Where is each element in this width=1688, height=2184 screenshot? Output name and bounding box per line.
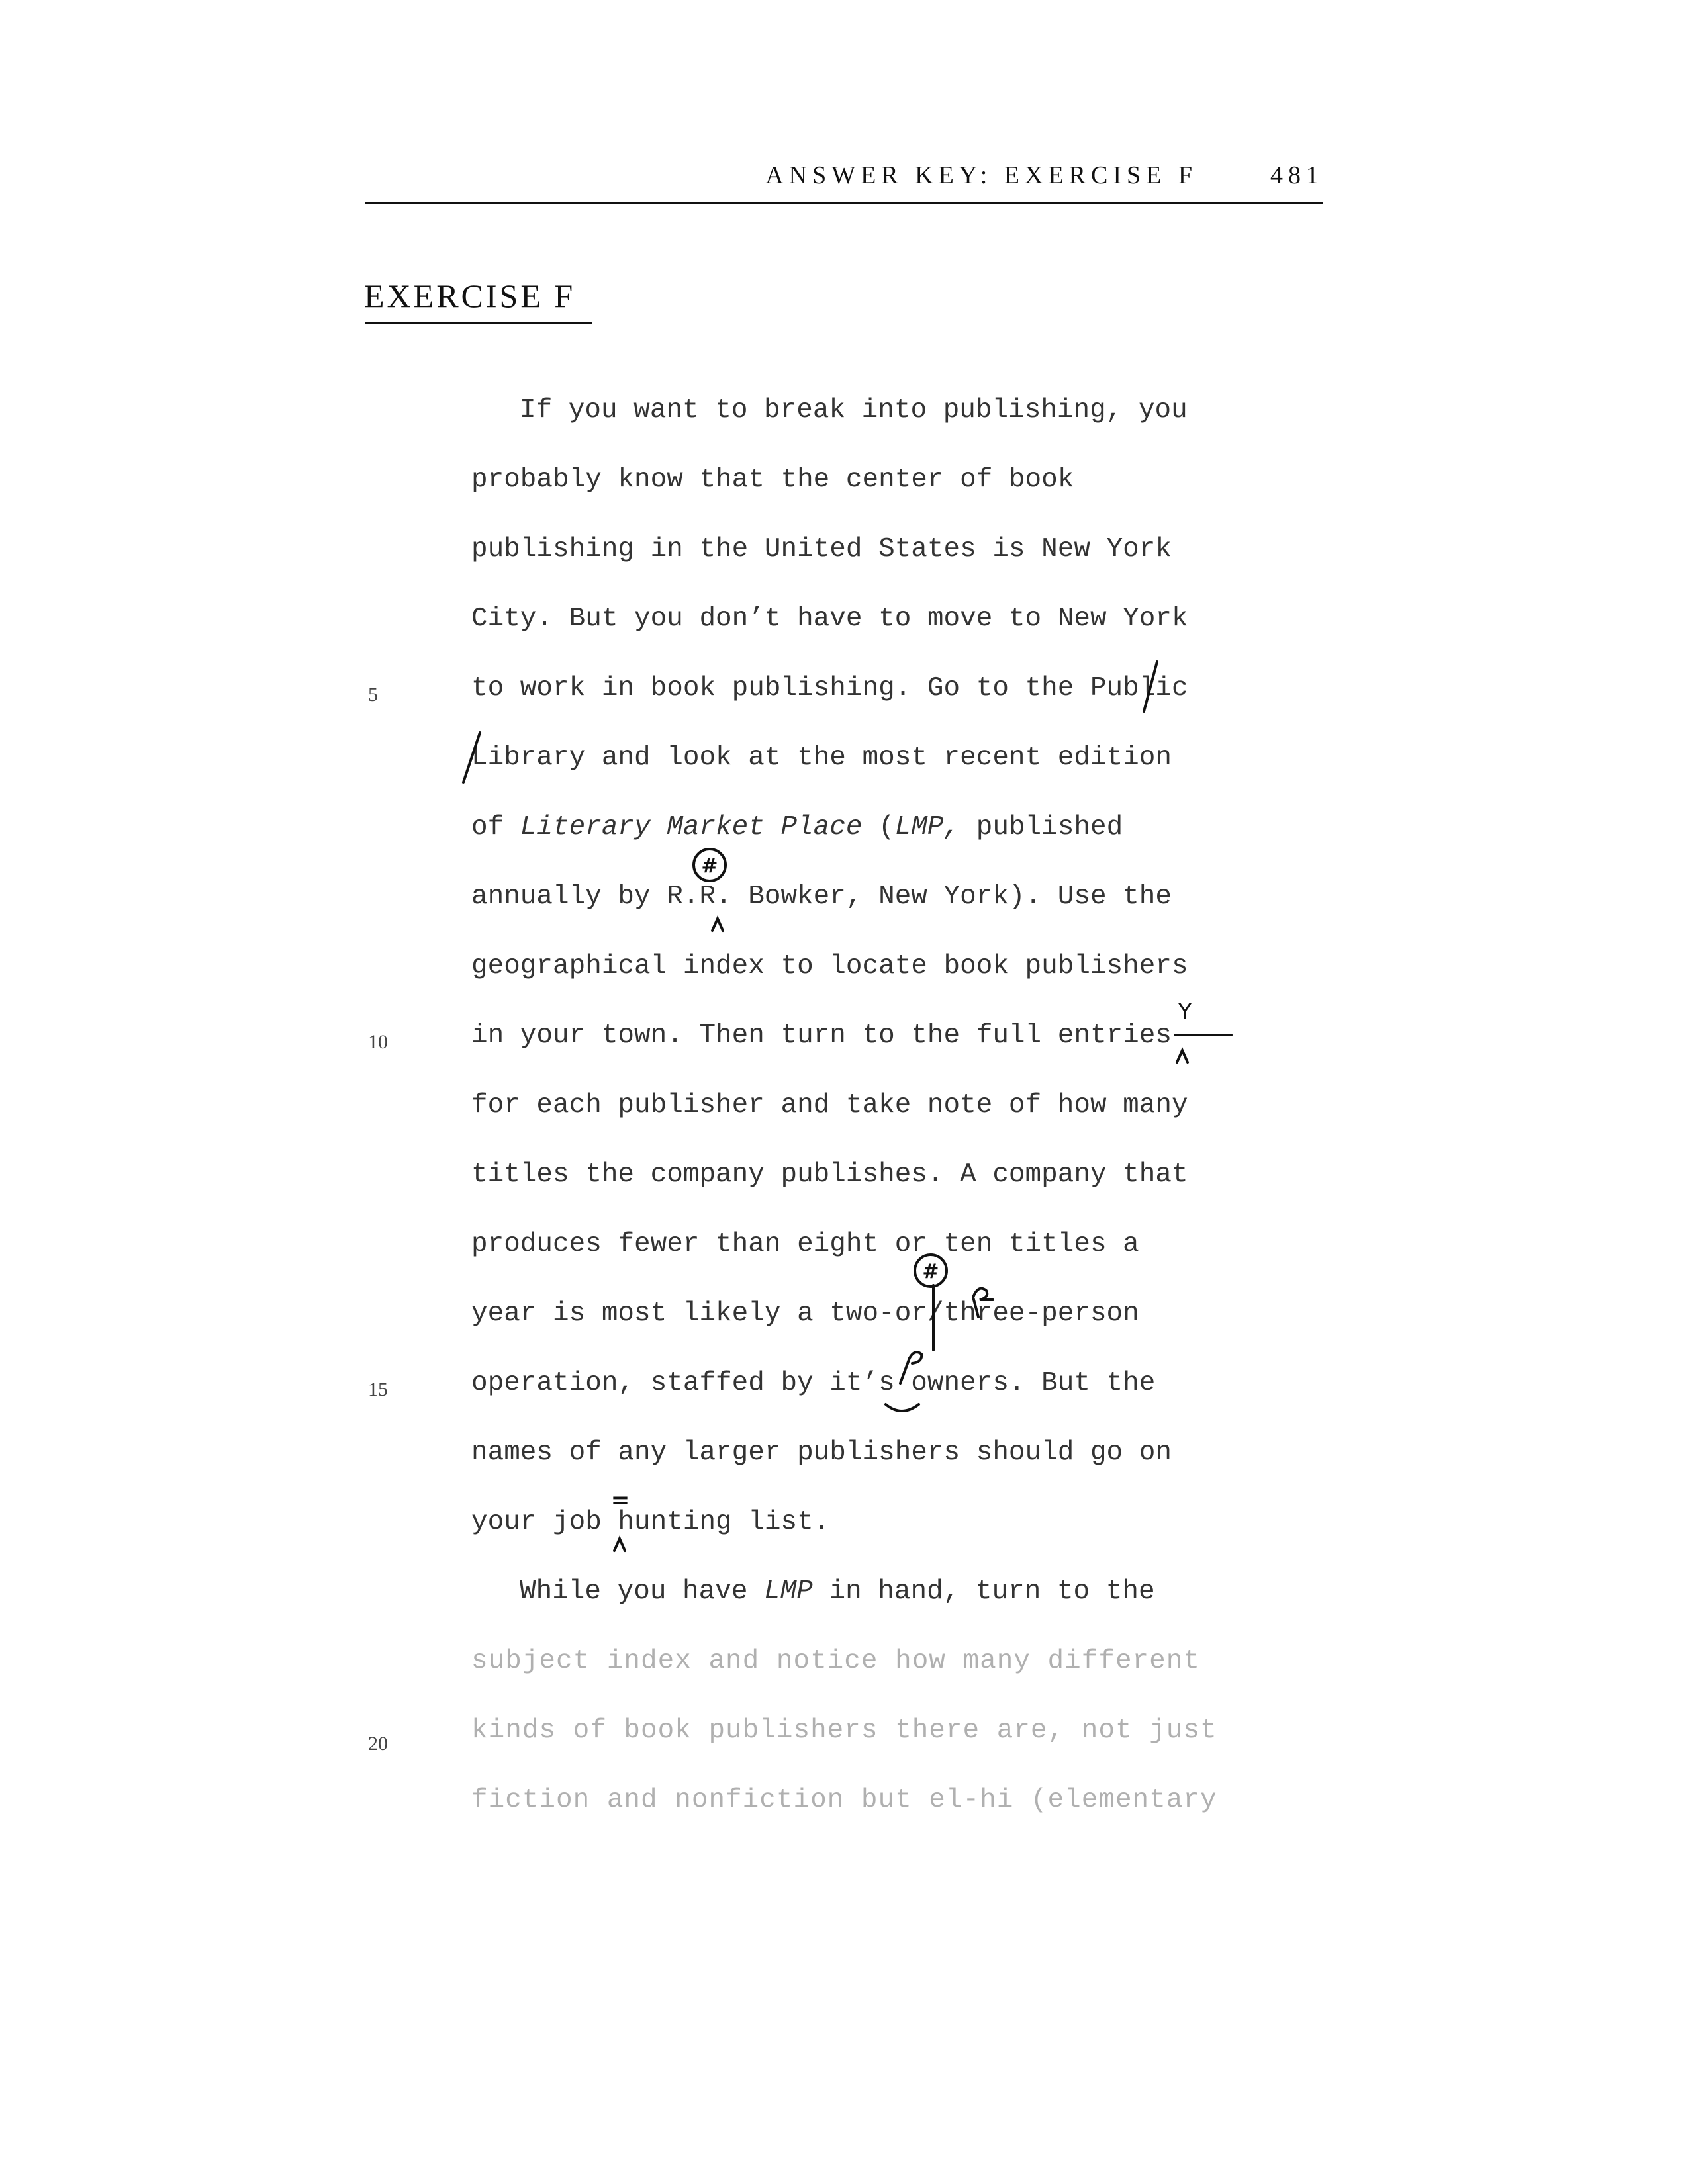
text-line-21: fiction and nonfiction but el-hi (elementary bbox=[471, 1785, 1217, 1815]
text-line-13: produces fewer than eight or ten titles a bbox=[471, 1229, 1139, 1259]
text-segment: ( bbox=[862, 812, 895, 842]
page-number: 481 bbox=[1270, 161, 1324, 189]
text-line-7 bbox=[471, 804, 1332, 874]
abbreviation-italic: LMP, bbox=[894, 812, 961, 842]
text-line-4: City. But you don’t have to move to New York bbox=[471, 604, 1188, 634]
manuscript-text bbox=[471, 387, 1332, 1846]
text-line-19: subject index and notice how many different bbox=[471, 1646, 1200, 1676]
text-line-2: probably know that the center of book bbox=[471, 465, 1074, 495]
text-line-11: for each publisher and take note of how many bbox=[471, 1090, 1188, 1120]
text-line-1: If you want to break into publishing, you bbox=[520, 395, 1188, 426]
line-number-10: 10 bbox=[368, 1031, 388, 1053]
exercise-title: EXERCISE F bbox=[364, 277, 576, 314]
space-symbol-text: # bbox=[922, 1260, 939, 1283]
hyphen-insert-mark: = bbox=[610, 1487, 630, 1514]
text-segment: of bbox=[471, 812, 520, 842]
text-line-15: operation, staffed by it’s owners. But the bbox=[471, 1368, 1156, 1398]
text-line-10: in your town. Then turn to the full entries bbox=[471, 1021, 1172, 1051]
text-line-5: to work in book publishing. Go to the Public bbox=[471, 673, 1188, 704]
text-line-17: your job hunting list. bbox=[471, 1507, 830, 1537]
text-line-20: kinds of book publishers there are, not just bbox=[471, 1715, 1217, 1746]
line-number-15: 15 bbox=[368, 1379, 388, 1400]
text-segment: published bbox=[960, 812, 1123, 842]
book-title-italic: Literary Market Place bbox=[520, 812, 863, 842]
text-line-16: names of any larger publishers should go on bbox=[471, 1437, 1172, 1468]
text-line-3: publishing in the United States is New York bbox=[471, 534, 1172, 565]
running-head bbox=[0, 161, 1324, 190]
text-line-9: geographical index to locate book publishers bbox=[471, 951, 1188, 981]
text-line-8: annually by R.R. Bowker, New York). Use the bbox=[471, 882, 1172, 912]
text-segment: in hand, turn to the bbox=[812, 1576, 1155, 1607]
line-number-20: 20 bbox=[368, 1733, 388, 1754]
header-rule bbox=[365, 202, 1323, 204]
text-line-18 bbox=[471, 1569, 1332, 1638]
text-line-14: year is most likely a two-or/three-person bbox=[471, 1298, 1139, 1329]
running-head-title: ANSWER KEY: EXERCISE F bbox=[765, 161, 1197, 189]
text-segment: While you have bbox=[520, 1576, 765, 1607]
text-line-6: Library and look at the most recent edition bbox=[471, 743, 1172, 773]
exercise-title-underline bbox=[365, 322, 592, 324]
abbreviation-italic: LMP bbox=[764, 1576, 813, 1607]
text-line-12: titles the company publishes. A company that bbox=[471, 1160, 1188, 1190]
line-number-5: 5 bbox=[368, 684, 378, 705]
insert-letter-y-mark: Y bbox=[1178, 999, 1192, 1025]
space-symbol-text: # bbox=[701, 854, 718, 878]
